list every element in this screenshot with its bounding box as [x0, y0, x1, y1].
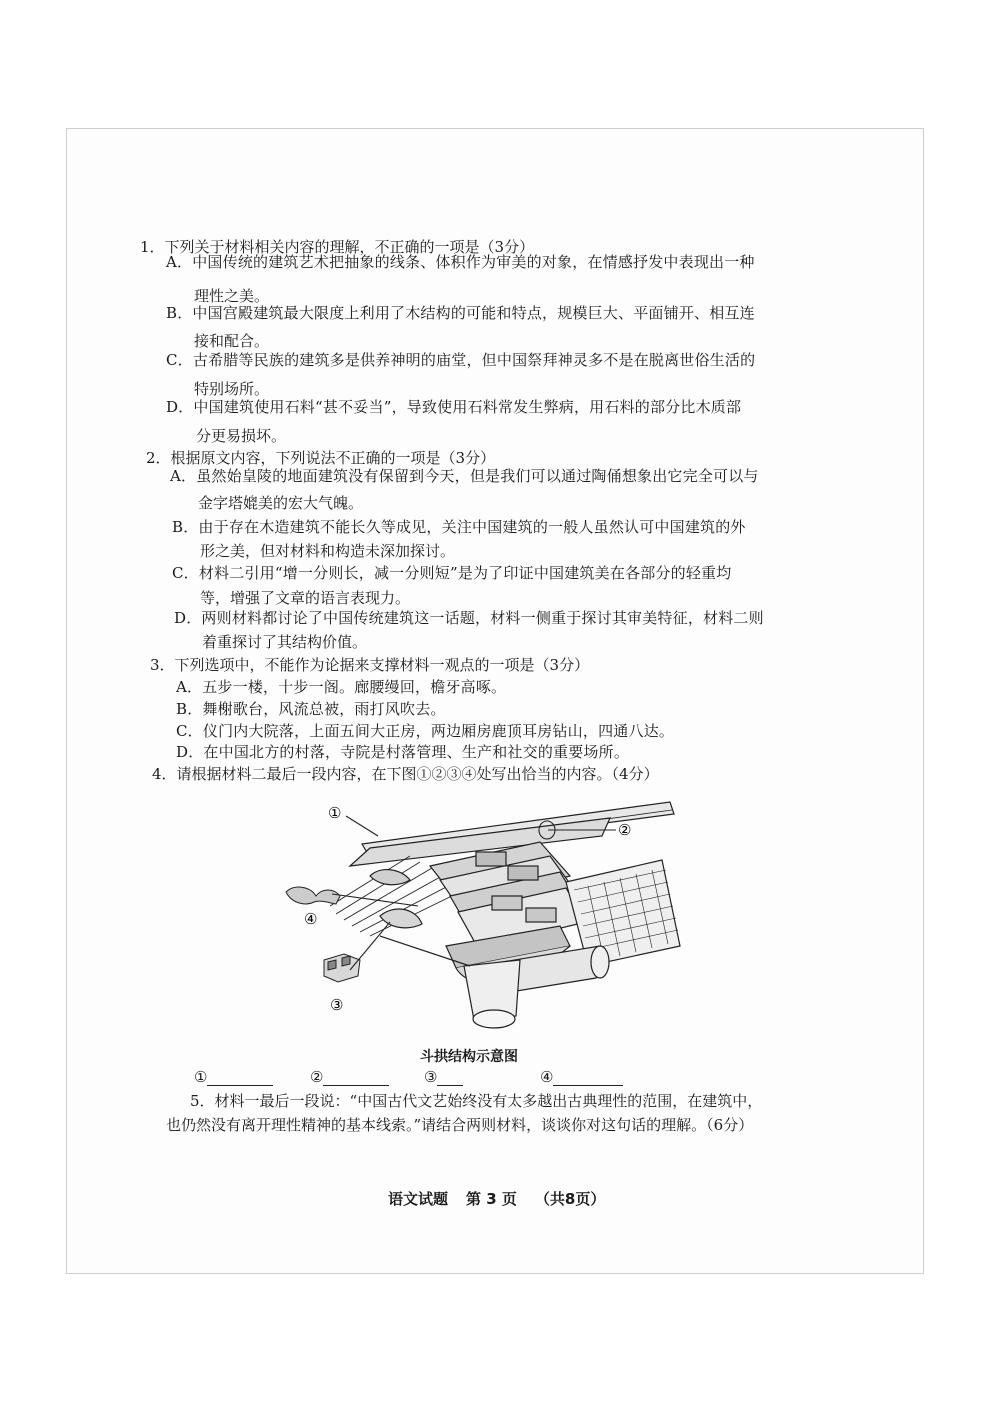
question-5-line1: 5．材料一最后一段说：“中国古代文艺始终没有太多越出古典理性的范围，在建筑中，	[190, 1092, 763, 1110]
footer-subject: 语文试题	[388, 1190, 449, 1208]
q2-option-c-cont: 等，增强了文章的语言表现力。	[200, 589, 411, 607]
question-3-stem: 3．下列选项中，不能作为论据来支撑材料一观点的一项是（3分）	[150, 656, 590, 674]
dougong-diagram	[270, 796, 690, 1032]
q1-option-a: A．中国传统的建筑艺术把抽象的线条、体积作为审美的对象，在情感抒发中表现出一种	[166, 253, 755, 271]
q1-option-b-cont: 接和配合。	[194, 332, 270, 350]
question-5-line2: 也仍然没有离开理性精神的基本线索。”请结合两则材料，谈谈你对这句话的理解。（6分）	[166, 1116, 754, 1134]
figure-label-2: ②	[618, 821, 632, 839]
footer-page: 第 3 页	[466, 1190, 517, 1208]
q2-option-d-cont: 着重探讨了其结构价值。	[202, 633, 368, 651]
q2-option-d: D．两则材料都讨论了中国传统建筑这一话题，材料一侧重于探讨其审美特征，材料二则	[174, 609, 764, 627]
answer-blank-2[interactable]	[310, 1068, 389, 1086]
q2-option-b-cont: 形之美，但对材料和构造未深加探讨。	[200, 542, 456, 560]
q3-option-c: C．仪门内大院落，上面五间大正房，两边厢房鹿顶耳房钻山，四通八达。	[176, 722, 675, 740]
q1-option-c: C．古希腊等民族的建筑多是供养神明的庙堂，但中国祭拜神灵多不是在脱离世俗生活的	[166, 351, 756, 369]
page-footer	[388, 1188, 605, 1209]
question-2-stem: 2．根据原文内容，下列说法不正确的一项是（3分）	[146, 449, 496, 467]
q1-option-b: B．中国宫殿建筑最大限度上利用了木结构的可能和特点，规模巨大、平面铺开、相互连	[166, 304, 755, 322]
q2-option-b: B．由于存在木造建筑不能长久等成见，关注中国建筑的一般人虽然认可中国建筑的外	[172, 518, 746, 536]
question-4-stem: 4．请根据材料二最后一段内容，在下图①②③④处写出恰当的内容。（4分）	[152, 765, 659, 783]
q1-option-c-cont: 特别场所。	[194, 380, 270, 398]
q3-option-a: A．五步一楼，十步一阁。廊腰缦回，檐牙高啄。	[176, 678, 507, 696]
q1-option-d-cont: 分更易损坏。	[196, 427, 287, 445]
figure-label-3: ③	[330, 996, 344, 1014]
answer-blank-4[interactable]	[540, 1068, 623, 1086]
q2-option-a: A．虽然始皇陵的地面建筑没有保留到今天，但是我们可以通过陶俑想象出它完全可以与	[170, 467, 759, 485]
question-1-stem: 1．下列关于材料相关内容的理解，不正确的一项是（3分）	[140, 238, 535, 256]
blank-label-3: ③	[424, 1068, 438, 1086]
q3-option-d: D．在中国北方的村落，寺院是村落管理、生产和社交的重要场所。	[176, 743, 630, 761]
q1-option-d: D．中国建筑使用石料“甚不妥当”，导致使用石料常发生弊病，用石料的部分比木质部	[166, 398, 742, 416]
q1-option-a-cont: 理性之美。	[194, 287, 270, 305]
figure-caption: 斗拱结构示意图	[420, 1049, 518, 1065]
answer-blank-3[interactable]	[424, 1068, 463, 1086]
figure-label-1: ①	[328, 804, 342, 822]
footer-total: （共8页）	[534, 1190, 606, 1208]
q3-option-b: B．舞榭歌台，风流总被，雨打风吹去。	[176, 700, 446, 718]
blank-label-1: ①	[194, 1068, 208, 1086]
q2-option-a-cont: 金字塔媲美的宏大气魄。	[198, 494, 364, 512]
figure-label-4: ④	[304, 910, 318, 928]
q2-option-c: C．材料二引用“增一分则长，减一分则短”是为了印证中国建筑美在各部分的轻重均	[172, 564, 732, 582]
answer-blank-1[interactable]	[194, 1068, 273, 1086]
blank-label-4: ④	[540, 1068, 554, 1086]
blank-label-2: ②	[310, 1068, 324, 1086]
